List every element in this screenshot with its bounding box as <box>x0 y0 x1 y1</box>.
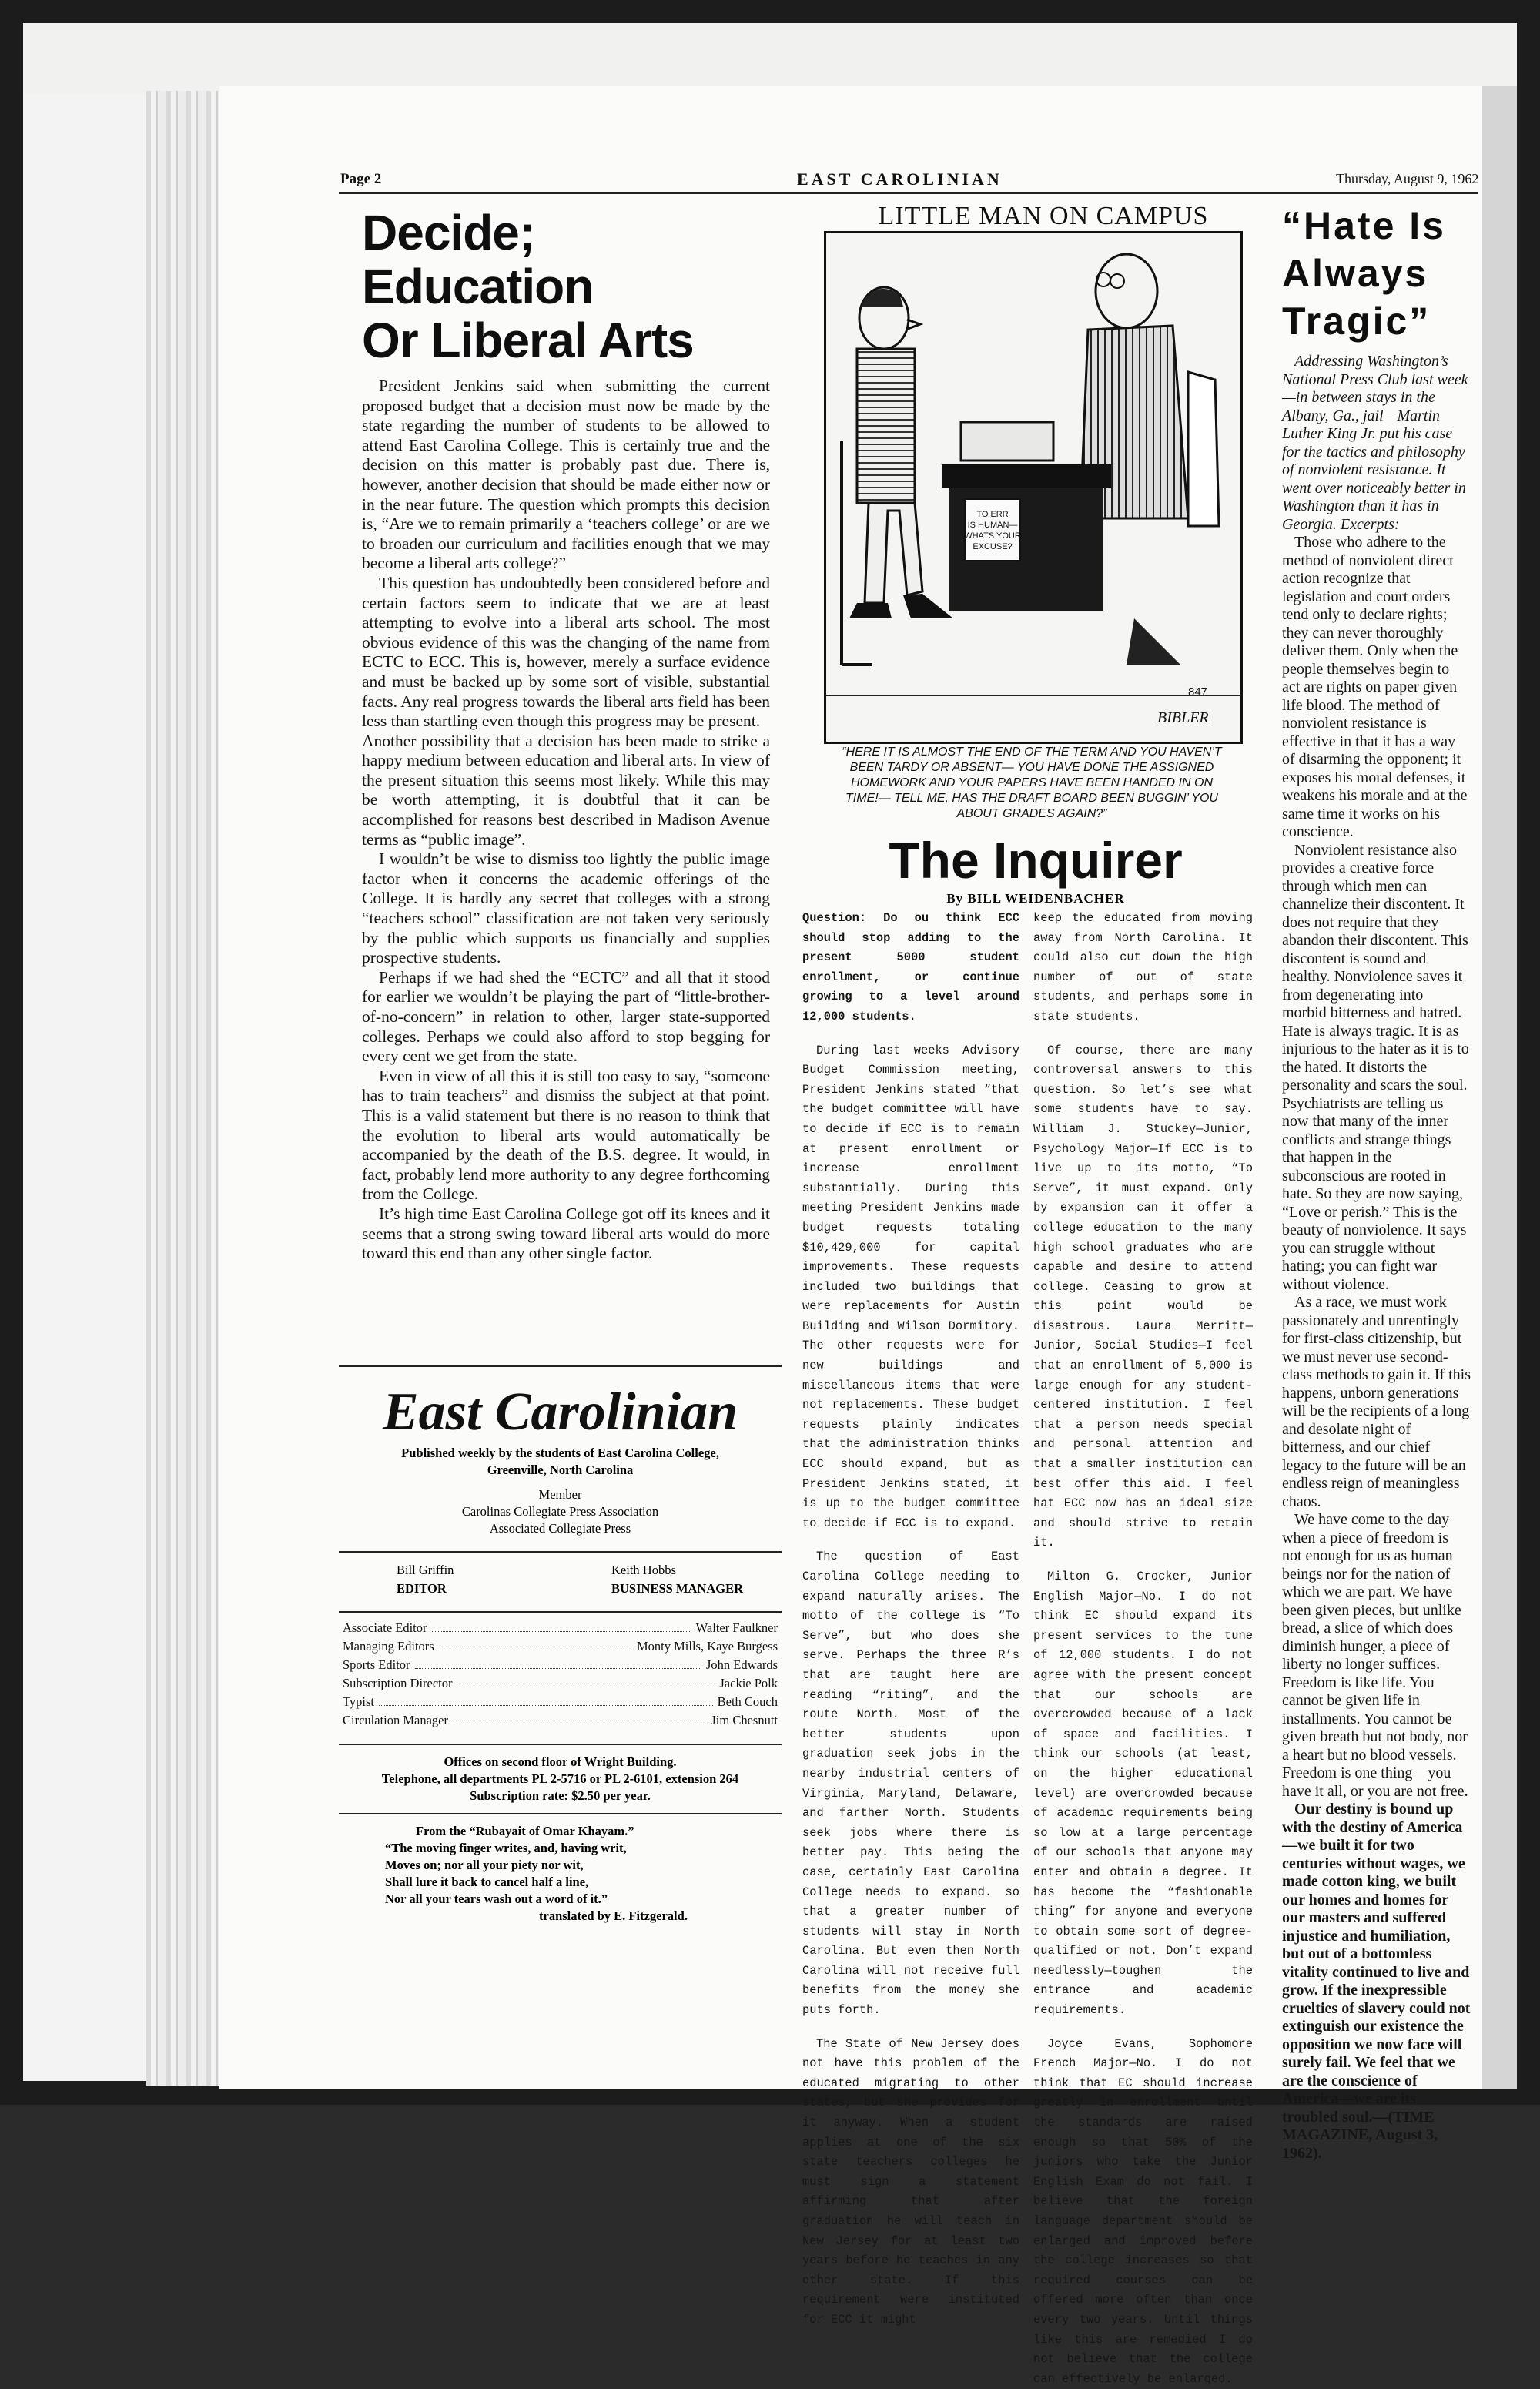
bound-volume-edge <box>146 91 219 2086</box>
editorial-title-line2: Or Liberal Arts <box>362 313 694 368</box>
inquirer-paragraph: keep the educated from moving away from North Carolina. It could also cut down the high number of out of state students, and perhaps some in state students. <box>1033 911 1253 1024</box>
left-page-margin <box>23 94 146 2081</box>
staff-role: Managing Editors <box>343 1639 434 1654</box>
staff-name: Jackie Polk <box>719 1676 778 1690</box>
offices-text: Offices on second floor of Wright Building. <box>444 1754 677 1769</box>
staff-list <box>343 1619 778 1730</box>
nameplate-assoc2: Associated Collegiate Press <box>489 1521 631 1536</box>
inquirer-title: The Inquirer <box>889 832 1183 889</box>
svg-text:EXCUSE?: EXCUSE? <box>973 542 1013 551</box>
editor-title: EDITOR <box>397 1581 447 1596</box>
svg-text:TO ERR: TO ERR <box>976 510 1009 519</box>
cartoon-caption: “HERE IT IS ALMOST THE END OF THE TERM AND YOU HAVEN’T BEEN TARDY OR ABSENT— YOU HAVE DONE THE ASSIGNED HOMEWORK AND YOUR PAPERS HAVE BEEN HANDED IN ON TIME!— TELL ME, HAS THE DRAFT BOARD BEEN BUGGIN’ YOU ABOUT GRADES AGAIN?” <box>842 746 1222 820</box>
manager-name: Keith Hobbs <box>611 1563 676 1577</box>
staff-name: Jim Chesnutt <box>711 1713 778 1727</box>
staff-rule <box>339 1611 782 1613</box>
editorial-paragraph: President Jenkins said when submitting the current proposed budget that a decision must now be made by the state regarding the number of students to be allowed to attend East Carolina College. This is certainly true and the decision on this matter is probably past due. There is, however, another decision that should be made either now or in the near future. The question which prompts this decision is, “Are we to remain primarily a ‘teachers college’ or are we to broaden our curriculum and facilities enough that we may become a liberal arts college?” <box>362 377 770 573</box>
hate-title-line2: Always <box>1282 252 1429 295</box>
offices-block <box>343 1754 778 1804</box>
hate-body <box>1282 353 1471 2163</box>
cartoon-title: LITTLE MAN ON CAMPUS <box>878 202 1209 230</box>
newspaper-page <box>219 86 1482 2386</box>
quote-line: Shall lure it back to cancel half a line, <box>385 1875 589 1889</box>
quote-line: Nor all your tears wash out a word of it.” <box>385 1891 608 1906</box>
hate-paragraph: Nonviolent resistance also provides a creative force through which men can channelize their discontent. It does not require that they abandon their discontent. This discontent is sound and healthy. Nonviolence saves it from degenerating into morbid bitterness and hatred. Hate is always tragic. It is as injurious to the hater as it is to the hated. It distorts the personality and scars the soul. Psychiatrists are telling us now that many of the inner conflicts and strange things that happen in the subconscious are rooted in hate. So they are now saying, “Love or perish.” This is the beauty of nonviolence. It says you can struggle without hating; you can fight war without violence. <box>1282 841 1469 1293</box>
manager-title: BUSINESS MANAGER <box>611 1581 743 1596</box>
hate-paragraph: We have come to the day when a piece of freedom is not enough for us as human beings nor for the nation of which we are part. We have been given pieces, but unlike bread, a slice of which does diminish hunger, a piece of liberty no longer suffices. Freedom is like life. You cannot be given life in installments. You cannot be given breath but not body, nor a heart but no blood vessels. Freedom is one thing—you have it all, or you are not free. <box>1282 1511 1468 1800</box>
editorial-paragraph: This question has undoubtedly been considered before and certain factors seem to indicate that we are at least attempting to evolve into a liberal arts school. The most obvious evidence of this was the changing of the name from ECTC to ECC. This is, however, merely a surface evidence and must be backed up by some sort of visible, substantial facts. Any real progress towards the liberal arts field has been less than startling even though this progress may be present. <box>362 573 770 731</box>
quote-line: “The moving finger writes, and, having writ, <box>385 1841 627 1855</box>
staff-row <box>343 1693 778 1711</box>
right-page-curl <box>1482 86 1517 2089</box>
nameplate-title: East Carolinian <box>382 1382 738 1442</box>
cartoon-panel <box>824 231 1243 744</box>
staff-role: Associate Editor <box>343 1620 427 1635</box>
quote-line: Moves on; nor all your piety nor wit, <box>385 1858 584 1872</box>
svg-text:IS HUMAN—: IS HUMAN— <box>967 521 1018 530</box>
inquirer-paragraph: Of course, there are many controversal answers to this question. So let’s see what some students have to say. William J. Stuckey—Junior, Psychology Major—If ECC is to live up to its motto, “To Serve”, it must expand. Only by expansion can it offer a college education to the many high school graduates who are capable and desire to attend college. Ceasing to grow at this point would be disastrous. Laura Merritt—Junior, Social Studies—I feel that an enrollment of 5,000 is large enough for any student-centered institution. I feel that a person needs special and personal attention and that a smaller institution can best offer this aid. I feel hat ECC now has an ideal size and should strive to retain it. <box>1033 1043 1253 1550</box>
inquirer-paragraph: Joyce Evans, Sophomore French Major—No. I do not think that EC should increase greatly in enrollment until the standards are raised enough so that 50% of the juniors who take the Junior English Exam do not fail. I believe that the foreign language department should be enlarged and improved before the college increases so that required courses can be offered more often than once every two years. Until things like this are remedied I do not believe that the college can effectively be enlarged. <box>1033 2036 1253 2386</box>
staff-row <box>343 1637 778 1656</box>
hate-title-line3: Tragic” <box>1282 300 1431 343</box>
staff-name: John Edwards <box>705 1657 778 1672</box>
nameplate-top-rule <box>339 1365 782 1367</box>
inquirer-byline: By BILL WEIDENBACHER <box>946 891 1125 906</box>
hate-article <box>1282 202 1471 2163</box>
nameplate-rule <box>339 1551 782 1553</box>
inquirer-column-a <box>802 909 1019 2330</box>
editor-name: Bill Griffin <box>397 1563 454 1577</box>
cartoon-signature: BIBLER <box>1157 709 1209 726</box>
inquirer-question: Question: Do ou think ECC should stop adding to the present 5000 student enrollment, or continue growing to a level around 12,000 students. <box>802 911 1019 1024</box>
student-figure <box>849 287 953 618</box>
svg-text:WHATS YOUR: WHATS YOUR <box>964 531 1021 541</box>
previous-page-edge <box>23 23 1517 96</box>
inquirer-column-b <box>1033 909 1253 2389</box>
quote-credit: translated by E. Fitzgerald. <box>539 1908 688 1923</box>
editorial-title-line1: Decide; Education <box>362 205 594 314</box>
hate-paragraph: As a race, we must work passionately and unrentingly for first-class citizenship, but we must never use second-class methods to gain it. If this happens, unborn generations will be the recipients of a long and desolate night of bitterness, and our chief legacy to the future will be an endless reign of meaningless chaos. <box>1282 1294 1471 1510</box>
paper-name-header: EAST CAROLINIAN <box>797 169 1003 189</box>
offices-rule <box>339 1744 782 1745</box>
page-number: Page 2 <box>340 171 382 187</box>
staff-role: Subscription Director <box>343 1676 453 1690</box>
staff-row <box>343 1656 778 1674</box>
rubaiyat-quote <box>385 1823 755 1925</box>
editorial-paragraph: It’s high time East Carolina College got off its knees and it seems that a strong swing toward liberal arts would do more toward this end than any other single factor. <box>362 1204 770 1263</box>
issue-date: Thursday, August 9, 1962 <box>1336 171 1479 186</box>
nameplate-block <box>343 1380 778 1537</box>
staff-role: Sports Editor <box>343 1657 410 1672</box>
hate-paragraph: Those who adhere to the method of nonviolent direct action recognize that legislation and court orders tend only to declare rights; they can never thoroughly deliver them. Only when the people themselves begin to act are rights on paper given life blood. The method of nonviolent resistance is effective in that it has a way of disarming the opponent; it exposes his moral defenses, it weakens his morale and at the same time it works on his conscience. <box>1282 534 1468 840</box>
staff-name: Monty Mills, Kaye Burgess <box>636 1639 778 1654</box>
staff-row <box>343 1674 778 1693</box>
editorial-paragraph: Another possibility that a decision has been made to strike a happy medium between education and liberal arts. In view of the present situation this seems most likely. While this may be worth attempting, it is doubtful that it can be accomplished for reasons best described in Madison Avenue terms as “public image”. <box>362 731 770 849</box>
staff-role: Typist <box>343 1694 375 1709</box>
staff-row <box>343 1619 778 1637</box>
editorial-body <box>362 377 770 1264</box>
nameplate-published: Published weekly by the students of East Carolina College, <box>401 1446 719 1460</box>
nameplate-location: Greenville, North Carolina <box>487 1463 634 1477</box>
editorial-paragraph: I wouldn’t be wise to dismiss too lightly the public image factor when it concerns the academic offerings of the College. It is hardly any secret that colleges with a strong “teachers school” classification are not taken very seriously by the public which supports us financially and supplies prospective students. <box>362 849 770 967</box>
cartoon-illustration <box>826 233 1240 742</box>
hate-intro: Addressing Washington’s National Press Club last week —in between stays in the Albany, Ga., jail—Martin Luther King Jr. put his case for the tactics and philosophy of nonviolent resistance. It went over noticeably better in Washington than it has in Georgia. Excerpts: <box>1282 353 1468 533</box>
editor-block <box>350 1561 774 1598</box>
quote-rule <box>339 1813 782 1814</box>
editorial-article <box>362 206 770 1264</box>
staff-name: Beth Couch <box>717 1694 778 1709</box>
inquirer-paragraph: Milton G. Crocker, Junior English Major—No. I do not think EC should expand its present services to the tune of 12,000 students. I do not agree with the present concept that our schools are overcrowded because of a lack of space and facilities. I think our schools (at least, on the higher educational level) are overcrowded because of academic requirements being so low at a large percentage of our schools that anyone may enter and obtain a degree. It has become the “fashionable thing” for anyone and everyone to obtain some sort of degree-qualified or not. Don’t expand needlessly—toughen the entrance and academic requirements. <box>1033 1570 1253 2018</box>
editorial-paragraph: Perhaps if we had shed the “ECTC” and all that it stood for earlier we wouldn’t be playing the part of “little-brother-of-no-concern” in relation to other, larger state-supported colleges. Perhaps we could also afford to stop begging for every cent we get from the state. <box>362 967 770 1066</box>
inquirer-paragraph: The State of New Jersey does not have this problem of the educated migrating to other states, but she provides for it anyway. When a student applies at one of the six state teachers colleges he must sign a statement affirming that after graduation he will teach in New Jersey for at least two years before he teaches in any other state. If this requirement were instituted for ECC it might <box>802 2036 1019 2327</box>
cartoon-number: 847 <box>1188 685 1208 699</box>
quote-intro: From the “Rubayait of Omar Khayam.” <box>416 1824 634 1838</box>
hate-title-line1: “Hate Is <box>1282 204 1446 247</box>
telephone-text: Telephone, all departments PL 2-5716 or PL 2-6101, extension 264 <box>381 1771 739 1786</box>
inquirer-paragraph: The question of East Carolina College needing to expand naturally arises. The motto of the college is “To Serve”, but who does she serve. Perhaps the three R’s that are taught here are reading “riting”, and the route North. Most of the better students upon graduation seek jobs in the nearby industrial centers of Virginia, Maryland, Delaware, and farther North. Students seek jobs where there is better pay. This being the case, certainly East Carolina College needs to expand. so that a greater number of students will stay in North Carolina. But even then North Carolina will not receive full benefits from the money she puts forth. <box>802 1550 1019 2018</box>
masthead-rule <box>339 192 1478 194</box>
editorial-paragraph: Even in view of all this it is still too easy to say, “someone has to train teachers” and dismiss the subject at that point. This is a valid statement but there is no reason to think that the evolution to liberal arts would automatically be accompanied by the death of the B.S. degree. It would, in fact, probably lend more authority to any degree forthcoming from the College. <box>362 1066 770 1204</box>
staff-role: Circulation Manager <box>343 1713 448 1727</box>
subscription-text: Subscription rate: $2.50 per year. <box>470 1788 651 1803</box>
staff-name: Walter Faulkner <box>695 1620 778 1635</box>
nameplate-assoc1: Carolinas Collegiate Press Association <box>461 1504 659 1519</box>
hate-paragraph: Our destiny is bound up with the destiny of America —we built it for two centuries without wages, we made cotton king, we built our homes and homes for our masters and suffered injustice and humiliation, but out of a bottomless vitality continued to live and grow. If the inexpressible cruelties of slavery could not extinguish our existence the opposition we now face will surely fail. We feel that we are the conscience of America—we are its troubled soul.—(TIME MAGAZINE, August 3, 1962). <box>1282 1801 1471 2162</box>
inquirer-paragraph: During last weeks Advisory Budget Commission meeting, President Jenkins stated “that the budget committee will have to decide if ECC is to remain at present enrollment or increase enrollment substantially. During this meeting President Jenkins made budget requests totaling $10,429,000 for capital improvements. These requests included two buildings that were replacements for Austin Building and Wilson Dormitory. The other requests were for new buildings and miscellaneous items that were not replacements. These budget requests plainly indicates that the administration thinks ECC should expand, but as President Jenkins stated, it is up to the budget committee to decide if ECC is to expand. <box>802 1043 1019 1530</box>
nameplate-member: Member <box>538 1487 582 1502</box>
staff-row <box>343 1711 778 1730</box>
